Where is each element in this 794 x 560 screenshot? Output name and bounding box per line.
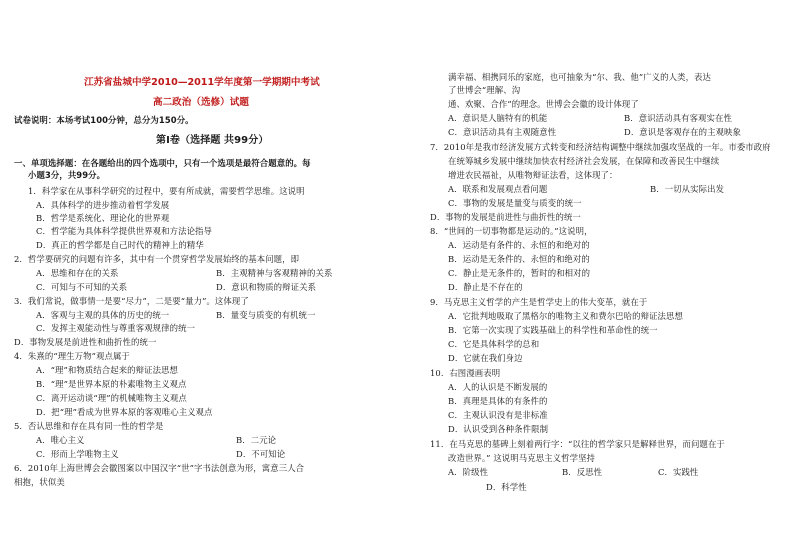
question-6-cont-2: 了世博会“理解、沟 bbox=[448, 85, 521, 95]
question-3: 3．我们常说，做事情一是要“尽力”，二是要“量力”。这体现了 bbox=[14, 296, 249, 306]
q9-option-a: A．它批判地吸取了黑格尔的唯物主义和费尔巴哈的辩证法思想 bbox=[448, 311, 683, 321]
q6-option-c: C．意识活动具有主观随意性 bbox=[448, 127, 557, 137]
question-6: 6．2010年上海世博会会徽图案以中国汉字“世”字书法创意为形，寓意三人合 bbox=[14, 463, 305, 473]
exam-title: 江苏省盐城中学2010—2011学年度第一学期期中考试 bbox=[84, 77, 320, 88]
exam-note: 试卷说明：本场考试100分钟，总分为150分。 bbox=[14, 115, 194, 125]
q4-option-d: D．把“理”看成为世界本原的客观唯心主义观点 bbox=[36, 407, 213, 417]
question-6-cont-right: 满幸福、相携同乐的家庭，也可抽象为“尔、我、他”广义的人类，表达 bbox=[448, 72, 712, 82]
section-title: 第Ⅰ卷（选择题 共99分） bbox=[156, 135, 269, 146]
q10-option-c: C．主观认识没有是非标准 bbox=[448, 410, 548, 420]
q3-option-d: D．事物发展是前进性和曲折性的统一 bbox=[14, 337, 157, 347]
question-7: 7．2010年是我市经济发展方式转变和经济结构调整中继续加强攻坚战的一年。市委市政府 bbox=[430, 142, 771, 152]
q6-option-b: B．意识活动具有客观实在性 bbox=[624, 113, 732, 123]
q5-option-c: C．形而上学唯物主义 bbox=[36, 449, 119, 459]
question-11: 11．在马克思的墓碑上刻着两行字：“以往的哲学家只是解释世界，而问题在于 bbox=[430, 439, 725, 449]
q3-option-a: A．客观与主观的具体的历史的统一 bbox=[36, 310, 170, 320]
q11-option-c: C．实践性 bbox=[658, 467, 699, 477]
q6-option-d: D．意识是客观存在的主观映象 bbox=[624, 127, 741, 137]
question-6-cont: 相抱，状似美 bbox=[14, 477, 65, 487]
q10-option-b: B．真理是具体的有条件的 bbox=[448, 396, 548, 406]
q2-option-a: A．思维和存在的关系 bbox=[36, 268, 119, 278]
q7-option-c: C．事物的发展是量变与质变的统一 bbox=[448, 198, 582, 208]
q3-option-b: B．量变与质变的有机统一 bbox=[216, 310, 316, 320]
question-6-cont-3: 通、欢聚、合作”的理念。世博会会徽的设计体现了 bbox=[448, 99, 639, 109]
exam-subtitle: 高二政治（选修）试题 bbox=[153, 97, 249, 108]
q9-option-b: B．它第一次实现了实践基础上的科学性和革命性的统一 bbox=[448, 325, 658, 335]
question-8: 8．“世间的一切事物都是运动的。”这说明， bbox=[430, 226, 593, 236]
q5-option-d: D．不可知论 bbox=[236, 449, 286, 459]
q8-option-c: C．静止是无条件的，暂时的和相对的 bbox=[448, 268, 591, 278]
q11-option-a: A．阶级性 bbox=[448, 467, 489, 477]
q2-option-d: D．意识和物质的辩证关系 bbox=[216, 282, 317, 292]
part-heading: 一、单项选择题：在各题给出的四个选项中，只有一个选项是最符合题意的。每 bbox=[14, 158, 311, 168]
q8-option-b: B．运动是无条件的、永恒的和绝对的 bbox=[448, 254, 590, 264]
q4-option-c: C．离开运动谈“理”的机械唯物主义观点 bbox=[36, 393, 187, 403]
q9-option-d: D．它就在我们身边 bbox=[448, 353, 523, 363]
q1-option-a: A．具体科学的进步推动着哲学发展 bbox=[36, 200, 170, 210]
q5-option-b: B．二元论 bbox=[236, 435, 277, 445]
q7-option-d: D．事物的发展是前进性与曲折性的统一 bbox=[430, 212, 581, 222]
q8-option-d: D．静止是不存在的 bbox=[448, 282, 523, 292]
q4-option-a: A．“理”和物质结合起来的辩证法思想 bbox=[36, 365, 179, 375]
q11-option-d: D．科学性 bbox=[486, 482, 527, 492]
q11-option-b: B．反思性 bbox=[562, 467, 603, 477]
question-5: 5．否认思维和存在具有同一性的哲学是 bbox=[14, 421, 164, 431]
question-7-cont-2: 增进农民福祉，从唯物辩证法看，这体现了： bbox=[448, 170, 618, 180]
question-10: 10．右图漫画表明 bbox=[430, 368, 501, 378]
q7-option-a: A．联系和发展观点看问题 bbox=[448, 184, 548, 194]
question-2: 2．哲学要研究的问题有许多，其中有一个贯穿哲学发展始终的基本问题，即 bbox=[14, 254, 300, 264]
q2-option-c: C．可知与不可知的关系 bbox=[36, 282, 128, 292]
q1-option-b: B．哲学是系统化、理论化的世界观 bbox=[36, 213, 170, 223]
q8-option-a: A．运动是有条件的、永恒的和绝对的 bbox=[448, 240, 590, 250]
part-heading-cont: 小题3分，共99分。 bbox=[28, 170, 106, 180]
question-4: 4．朱熹的“理生万物”观点属于 bbox=[14, 351, 130, 361]
q7-option-b: B．一切从实际出发 bbox=[650, 184, 725, 194]
q10-option-a: A．人的认识是不断发展的 bbox=[448, 382, 548, 392]
q5-option-a: A．唯心主义 bbox=[36, 435, 85, 445]
q1-option-c: C．哲学能为具体科学提供世界观和方法论指导 bbox=[36, 226, 213, 236]
q2-option-b: B．主观精神与客观精神的关系 bbox=[216, 268, 333, 278]
q10-option-d: D．认识受到各种条件限制 bbox=[448, 424, 549, 434]
q9-option-c: C．它是具体科学的总和 bbox=[448, 339, 540, 349]
question-11-cont: 改造世界。” 这说明马克思主义哲学坚持 bbox=[448, 453, 596, 463]
q3-option-c: C．发挥主观能动性与尊重客观规律的统一 bbox=[36, 323, 196, 333]
q1-option-d: D．真正的哲学都是自己时代的精神上的精华 bbox=[36, 240, 204, 250]
q4-option-b: B．“理”是世界本原的朴素唯物主义观点 bbox=[36, 379, 187, 389]
question-1: 1．科学家在从事科学研究的过程中，要有所成就，需要哲学思维。这说明 bbox=[28, 186, 305, 196]
question-9: 9．马克思主义哲学的产生是哲学史上的伟大变革，就在于 bbox=[430, 297, 648, 307]
q6-option-a: A．意识是人脑特有的机能 bbox=[448, 113, 548, 123]
question-7-cont: 在统筹城乡发展中继续加快农村经济社会发展，在保障和改善民生中继续 bbox=[448, 156, 720, 166]
